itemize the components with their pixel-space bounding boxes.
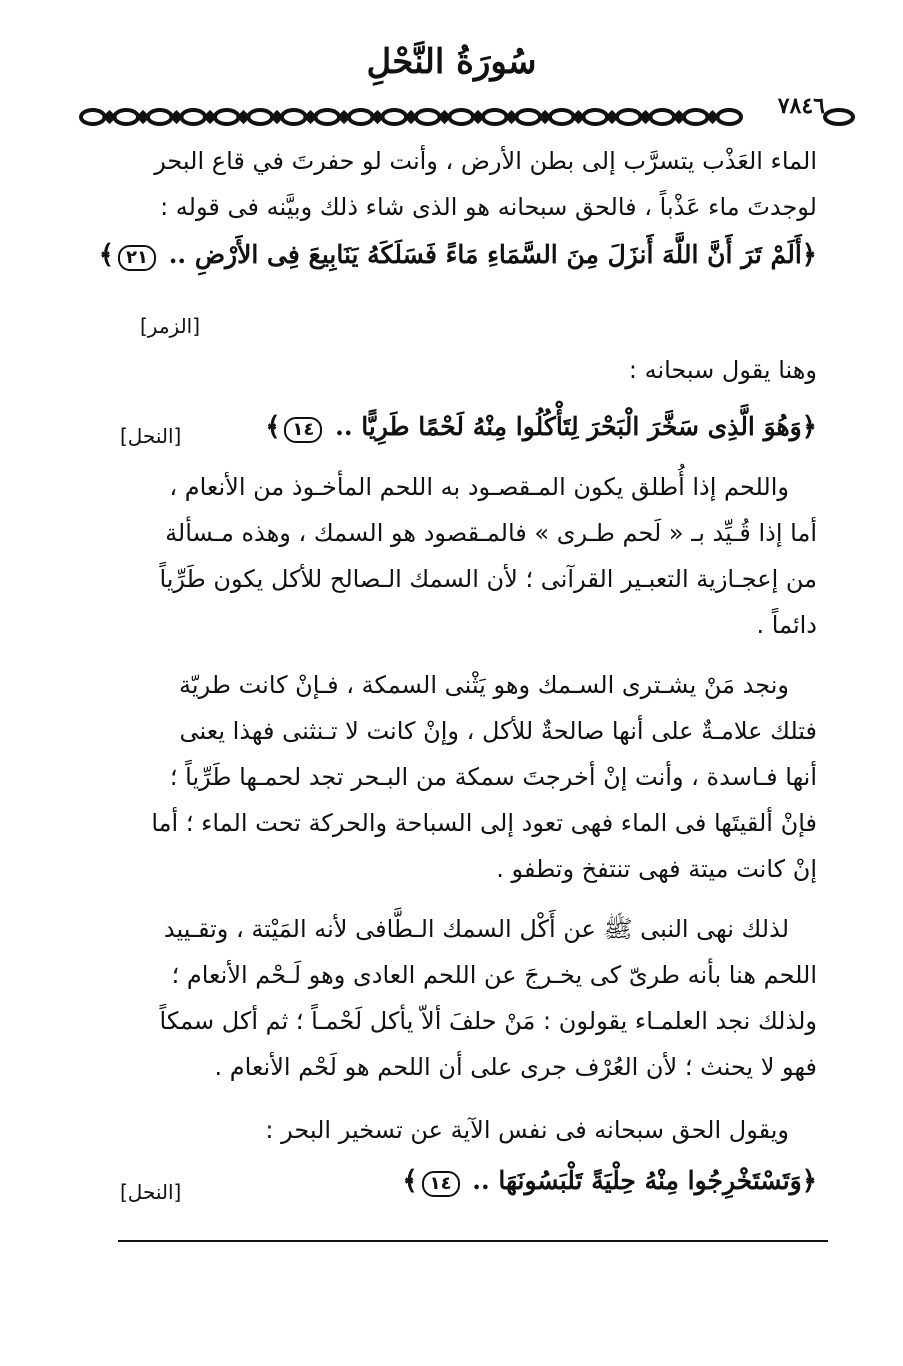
intro-line: وهنا يقول سبحانه : (628, 356, 817, 384)
text-line: من إعجـازية التعبـير القرآنى ؛ لأن السمك الـصالح للأكل يكون طَرِّياً (159, 565, 817, 593)
chain-diamond (440, 113, 448, 121)
chain-diamond (206, 113, 214, 121)
verse-number: ٢١ (118, 245, 156, 271)
paragraph-1 (107, 138, 817, 230)
chain-link (215, 110, 239, 124)
chain-diamond (708, 113, 716, 121)
chain-link (115, 110, 139, 124)
quran-verse-2 (265, 412, 817, 443)
verse-open-bracket: ﴿ (801, 1166, 817, 1196)
text-line: أما إذا قُـيِّد بـ « لَحم طـرى » فالمـقصود هو السمك ، وهذه مـسألة (165, 519, 817, 547)
chain-diamond (139, 113, 147, 121)
chain-link (517, 110, 541, 124)
chain-link (483, 110, 507, 124)
text-line: واللحم إذا أُطلق يكون المـقصـود به اللحم المأخـوذ من الأنعام ، (169, 473, 789, 501)
text-line: أنها فـاسدة ، وأنت إنْ أخرجتَ سمكة من البـحر تجد لحمـها طَرِّياً ؛ (169, 763, 817, 791)
chain-diamond (574, 113, 582, 121)
verse-open-bracket: ﴿ (801, 240, 817, 270)
paragraph-4 (107, 662, 817, 892)
verse-text: وَهُوَ الَّذِى سَخَّرَ الْبَحْرَ لِتَأْكُلُوا مِنْهُ لَحْمًا طَرِيًّا .. (335, 412, 802, 441)
quran-verse-1 (99, 240, 817, 271)
surah-reference: [النحل] (120, 1180, 182, 1204)
chain-link (148, 110, 172, 124)
verse-text: أَلَمْ تَرَ أَنَّ اللَّهَ أَنزَلَ مِنَ السَّمَاءِ مَاءً فَسَلَكَهُ يَنَابِيعَ فِى الأَرْضِ .. (168, 240, 802, 269)
text-line: إنْ كانت ميتة فهى تنتفخ وتطفو . (496, 855, 817, 883)
decorative-chain-end (821, 104, 857, 130)
text-line: اللحم هنا بأنه طرىّ كى يخـرجَ عن اللحم العادى وهو لَـحْم الأنعام ؛ (171, 961, 817, 989)
quran-verse-3 (402, 1166, 817, 1197)
text-line: لوجدتَ ماء عَذْباً ، فالحق سبحانه هو الذى شاء ذلك وبيَّنه فى قوله : (160, 193, 817, 221)
verse-close-bracket: ﴾ (402, 1166, 418, 1196)
chain-diamond (541, 113, 549, 121)
chain-link (450, 110, 474, 124)
intro-line: ويقول الحق سبحانه فى نفس الآية عن تسخير البحر : (265, 1116, 789, 1144)
chain-link (249, 110, 273, 124)
text-line: ونجد مَنْ يشـترى السـمك وهو يَثْنى السمكة ، فـإنْ كانت طريّة (179, 671, 789, 699)
surah-reference: [الزمر] (140, 314, 201, 338)
chain-diamond (675, 113, 683, 121)
chain-diamond (239, 113, 247, 121)
paragraph-5 (107, 906, 817, 1090)
page-number: ٧٨٤٦ (777, 93, 825, 119)
verse-number: ١٤ (422, 1171, 460, 1197)
chain-diamond (172, 113, 180, 121)
chain-link (617, 110, 641, 124)
text-line: فتلك علامـةٌ على أنها صالحةٌ للأكل ، وإنْ كانت لا تـنثنى فهذا يعنى (179, 717, 817, 745)
paragraph-3 (107, 464, 817, 648)
chain-link (349, 110, 373, 124)
verse-close-bracket: ﴾ (265, 412, 281, 442)
decorative-chain-border (76, 104, 746, 130)
chain-diamond (641, 113, 649, 121)
chain-diamond (105, 113, 113, 121)
surah-reference: [النحل] (120, 424, 182, 448)
chain-diamond (306, 113, 314, 121)
footer-rule (118, 1240, 828, 1242)
text-line: لذلك نهى النبى ﷺ عن أَكْل السمك الـطَّافى لأنه المَيْتة ، وتقـييد (163, 915, 789, 943)
verse-text: وَتَسْتَخْرِجُوا مِنْهُ حِلْيَةً تَلْبَسُونَهَا .. (472, 1166, 802, 1195)
text-line: الماء العَذْب يتسرَّب إلى بطن الأرض ، وأنت لو حفرتَ في قاع البحر (154, 147, 817, 175)
verse-number: ١٤ (284, 417, 322, 443)
chain-link (182, 110, 206, 124)
chain-link (718, 110, 742, 124)
chain-link (416, 110, 440, 124)
chain-diamond (474, 113, 482, 121)
chain-link (584, 110, 608, 124)
chain-link (282, 110, 306, 124)
text-line: دائماً . (756, 611, 817, 639)
surah-title: سُورَةُ النَّحْلِ (366, 42, 537, 82)
chain-link (316, 110, 340, 124)
chain-diamond (608, 113, 616, 121)
text-line: فإنْ ألقيتَها فى الماء فهى تعود إلى السباحة والحركة تحت الماء ؛ أما (151, 809, 817, 837)
chain-diamond (507, 113, 515, 121)
chain-link (81, 110, 105, 124)
text-line: ولذلك نجد العلمـاء يقولون : مَنْ حلفَ ألاّ يأكل لَحْمـاً ؛ ثم أكل سمكاً (159, 1007, 817, 1035)
chain-diamond (407, 113, 415, 121)
chain-link (684, 110, 708, 124)
text-line: فهو لا يحنث ؛ لأن العُرْف جرى على أن اللحم هو لَحْم الأنعام . (214, 1053, 817, 1081)
chain-link (651, 110, 675, 124)
verse-close-bracket: ﴾ (98, 240, 115, 270)
chain-diamond (340, 113, 348, 121)
verse-open-bracket: ﴿ (801, 412, 817, 442)
chain-link (383, 110, 407, 124)
chain-diamond (273, 113, 281, 121)
chain-link (550, 110, 574, 124)
chain-diamond (373, 113, 381, 121)
